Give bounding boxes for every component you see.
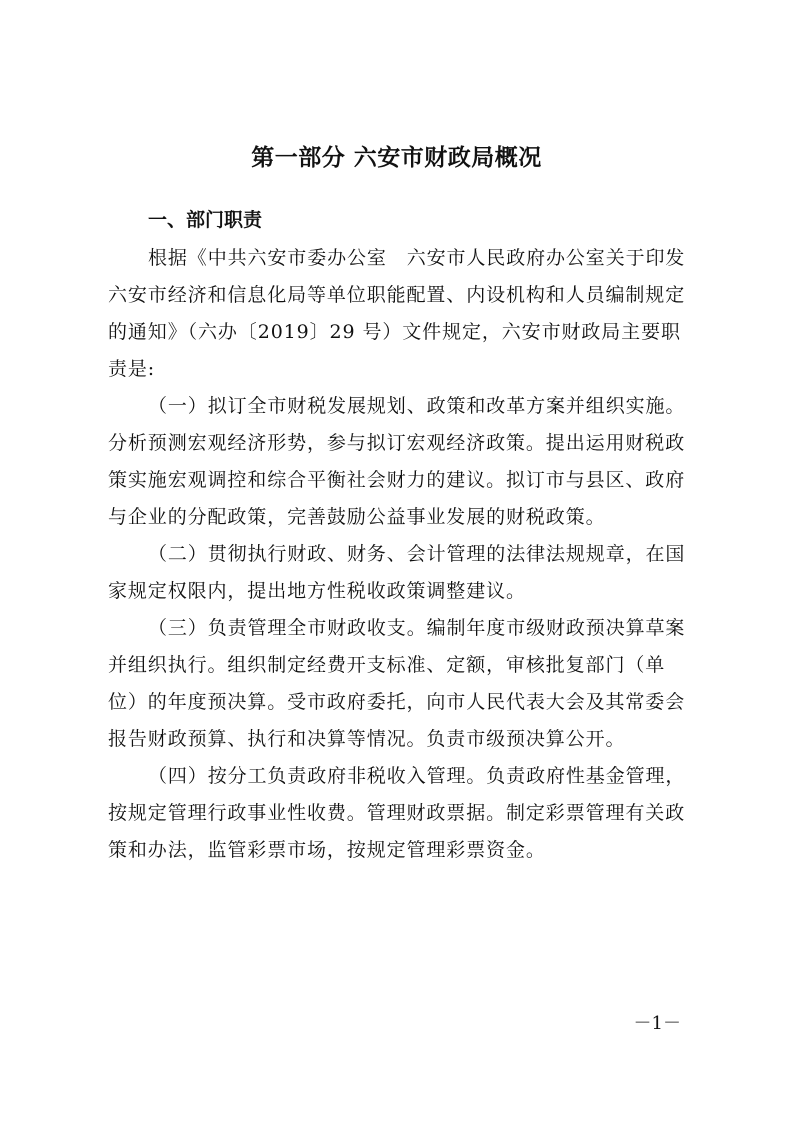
paragraph-item-4: （四）按分工负责政府非税收入管理。负责政府性基金管理，按规定管理行政事业性收费。管理财政票据。制定彩票管理有关政策和办法，监管彩票市场，按规定管理彩票资金。 xyxy=(108,765,686,861)
body-text xyxy=(108,240,688,869)
page-number: －1－ xyxy=(633,1013,681,1034)
paragraph-item-1: （一）拟订全市财税发展规划、政策和改革方案并组织实施。分析预测宏观经济形势，参与拟订宏观经济政策。提出运用财税政策实施宏观调控和综合平衡社会财力的建议。拟订市与县区、政府与企业的分配政策，完善鼓励公益事业发展的财税政策。 xyxy=(108,395,686,528)
paragraph-item-2: （二）贯彻执行财政、财务、会计管理的法律法规规章，在国家规定权限内，提出地方性税收政策调整建议。 xyxy=(108,543,686,602)
page-title: 第一部分 六安市财政局概况 xyxy=(251,145,542,171)
paragraph-intro: 根据《中共六安市委办公室 六安市人民政府办公室关于印发六安市经济和信息化局等单位职能配置、内设机构和人员编制规定的通知》（六办〔2019〕29 号）文件规定，六安市财政局主要职责是: xyxy=(108,247,686,380)
paragraph-item-3: （三）负责管理全市财政收支。编制年度市级财政预决算草案并组织执行。组织制定经费开支标准、定额，审核批复部门（单位）的年度预决算。受市政府委托，向市人民代表大会及其常委会报告财政预算、执行和决算等情况。负责市级预决算公开。 xyxy=(108,617,686,750)
section-heading: 一、部门职责 xyxy=(148,209,263,231)
